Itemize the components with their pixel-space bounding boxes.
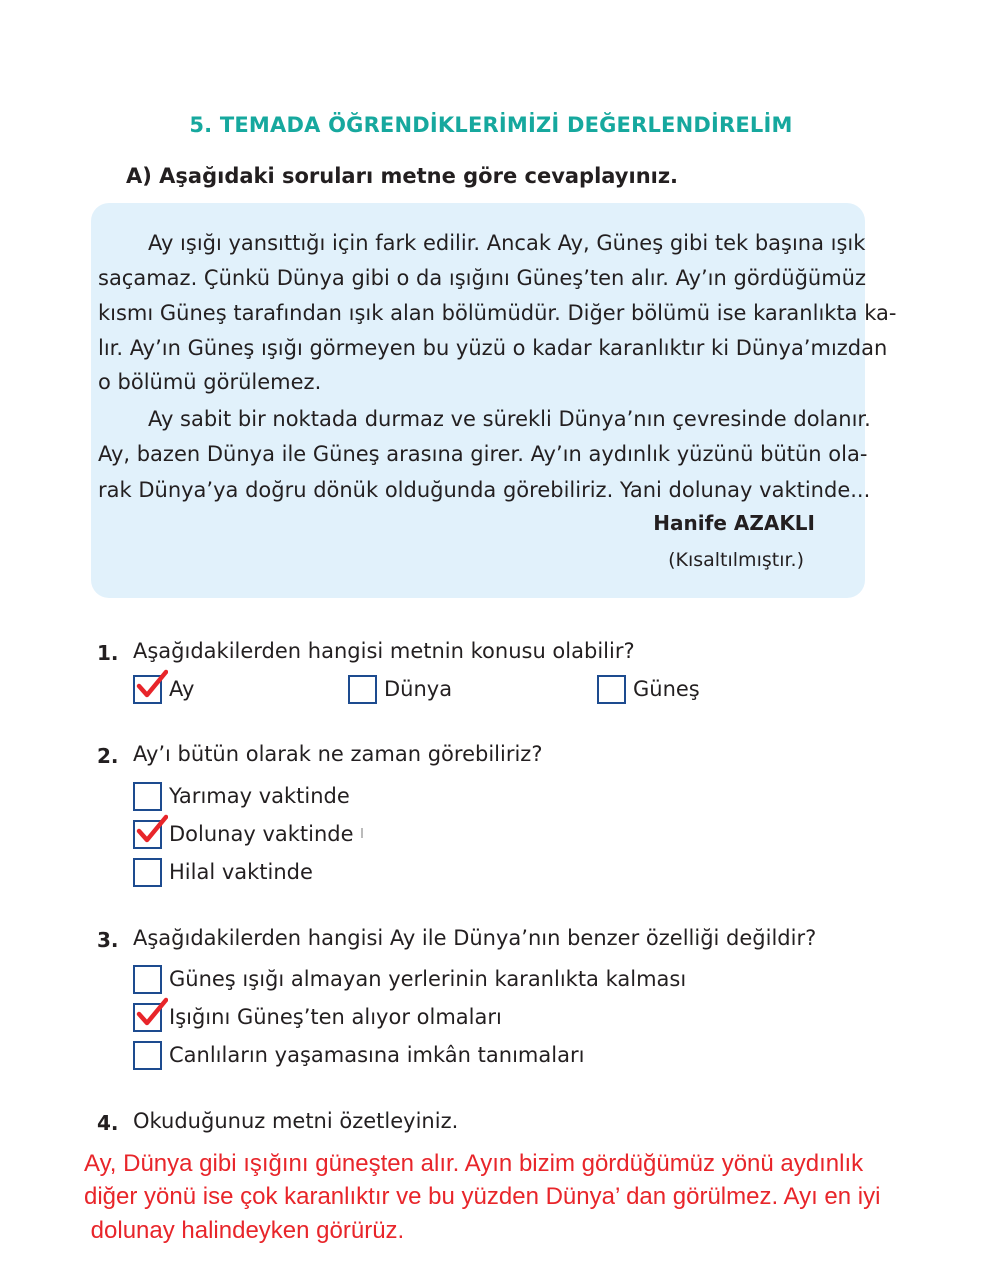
passage-note: (Kısaltılmıştır.) bbox=[668, 549, 804, 571]
option-hilal[interactable] bbox=[133, 856, 313, 888]
passage-line: kısmı Güneş tarafından ışık alan bölümüdür. Diğer bölümü ise karanlıkta ka- bbox=[98, 301, 897, 325]
question-3-text: Aşağıdakilerden hangisi Ay ile Dünya’nın benzer özelliği değildir? bbox=[133, 926, 817, 950]
checkbox[interactable] bbox=[597, 675, 626, 704]
checkbox[interactable] bbox=[133, 858, 162, 887]
passage-line: Ay ışığı yansıttığı için fark edilir. Ancak Ay, Güneş gibi tek başına ışık bbox=[148, 231, 866, 255]
passage-line: rak Dünya’ya doğru dönük olduğunda görebiliriz. Yani dolunay vaktinde... bbox=[98, 478, 871, 502]
option-ay[interactable] bbox=[133, 673, 194, 705]
question-4-number: 4. bbox=[97, 1111, 119, 1135]
question-1-text: Aşağıdakilerden hangisi metnin konusu olabilir? bbox=[133, 639, 635, 663]
passage-line: o bölümü görülemez. bbox=[98, 370, 322, 394]
question-4-text: Okuduğunuz metni özetleyiniz. bbox=[133, 1109, 459, 1133]
option-label: Ay bbox=[169, 677, 195, 701]
section-title: 5. TEMADA ÖĞRENDİKLERİMİZİ DEĞERLENDİRELİM bbox=[189, 113, 793, 137]
question-2-number: 2. bbox=[97, 744, 119, 768]
answer-line[interactable]: diğer yönü ise çok karanlıktır ve bu yüzden Dünya’ dan görülmez. Ayı en iyi bbox=[84, 1183, 881, 1210]
option-dolunay[interactable] bbox=[133, 818, 354, 850]
option-yarimay[interactable] bbox=[133, 780, 350, 812]
checkbox-checked[interactable] bbox=[133, 1003, 162, 1032]
passage-line: saçamaz. Çünkü Dünya gibi o da ışığını Güneş’ten alır. Ay’ın gördüğümüz bbox=[98, 266, 866, 290]
check-mark-icon bbox=[136, 669, 168, 701]
checkbox-checked[interactable] bbox=[133, 820, 162, 849]
option-isik[interactable] bbox=[133, 1001, 502, 1033]
option-dunya[interactable] bbox=[348, 673, 452, 705]
option-label: Güneş bbox=[633, 677, 700, 701]
option-label: Dolunay vaktinde bbox=[169, 822, 354, 846]
checkbox[interactable] bbox=[133, 1041, 162, 1070]
check-mark-icon bbox=[136, 814, 168, 846]
question-2-text: Ay’ı bütün olarak ne zaman görebiliriz? bbox=[133, 742, 543, 766]
option-label: Yarımay vaktinde bbox=[169, 784, 350, 808]
passage-author: Hanife AZAKLI bbox=[653, 511, 815, 535]
checkbox[interactable] bbox=[348, 675, 377, 704]
check-mark-icon bbox=[136, 997, 168, 1029]
option-label: Hilal vaktinde bbox=[169, 860, 313, 884]
checkbox[interactable] bbox=[133, 965, 162, 994]
option-karanlik[interactable] bbox=[133, 963, 686, 995]
passage-line: lır. Ay’ın Güneş ışığı görmeyen bu yüzü o kadar karanlıktır ki Dünya’mızdan bbox=[98, 336, 888, 360]
passage-box bbox=[91, 203, 897, 598]
option-gunes[interactable] bbox=[597, 673, 700, 705]
option-label: Canlıların yaşamasına imkân tanımaları bbox=[169, 1043, 585, 1067]
answer-line[interactable]: Ay, Dünya gibi ışığını güneşten alır. Ayın bizim gördüğümüz yönü aydınlık bbox=[84, 1150, 864, 1177]
answer-line[interactable]: dolunay halindeyken görürüz. bbox=[84, 1217, 405, 1244]
option-label: Işığını Güneş’ten alıyor olmaları bbox=[169, 1005, 502, 1029]
checkbox[interactable] bbox=[133, 782, 162, 811]
option-canlilar[interactable] bbox=[133, 1039, 584, 1071]
stray-mark bbox=[361, 828, 363, 838]
checkbox-checked[interactable] bbox=[133, 675, 162, 704]
option-label: Dünya bbox=[384, 677, 453, 701]
passage-line: Ay sabit bir noktada durmaz ve sürekli Dünya’nın çevresinde dolanır. bbox=[148, 407, 871, 431]
question-1-number: 1. bbox=[97, 641, 119, 665]
question-3-number: 3. bbox=[97, 928, 119, 952]
passage-line: Ay, bazen Dünya ile Güneş arasına girer. Ay’ın aydınlık yüzünü bütün ola- bbox=[98, 442, 868, 466]
option-label: Güneş ışığı almayan yerlerinin karanlıkta kalması bbox=[169, 967, 687, 991]
instruction: A) Aşağıdaki soruları metne göre cevaplayınız. bbox=[126, 164, 679, 188]
